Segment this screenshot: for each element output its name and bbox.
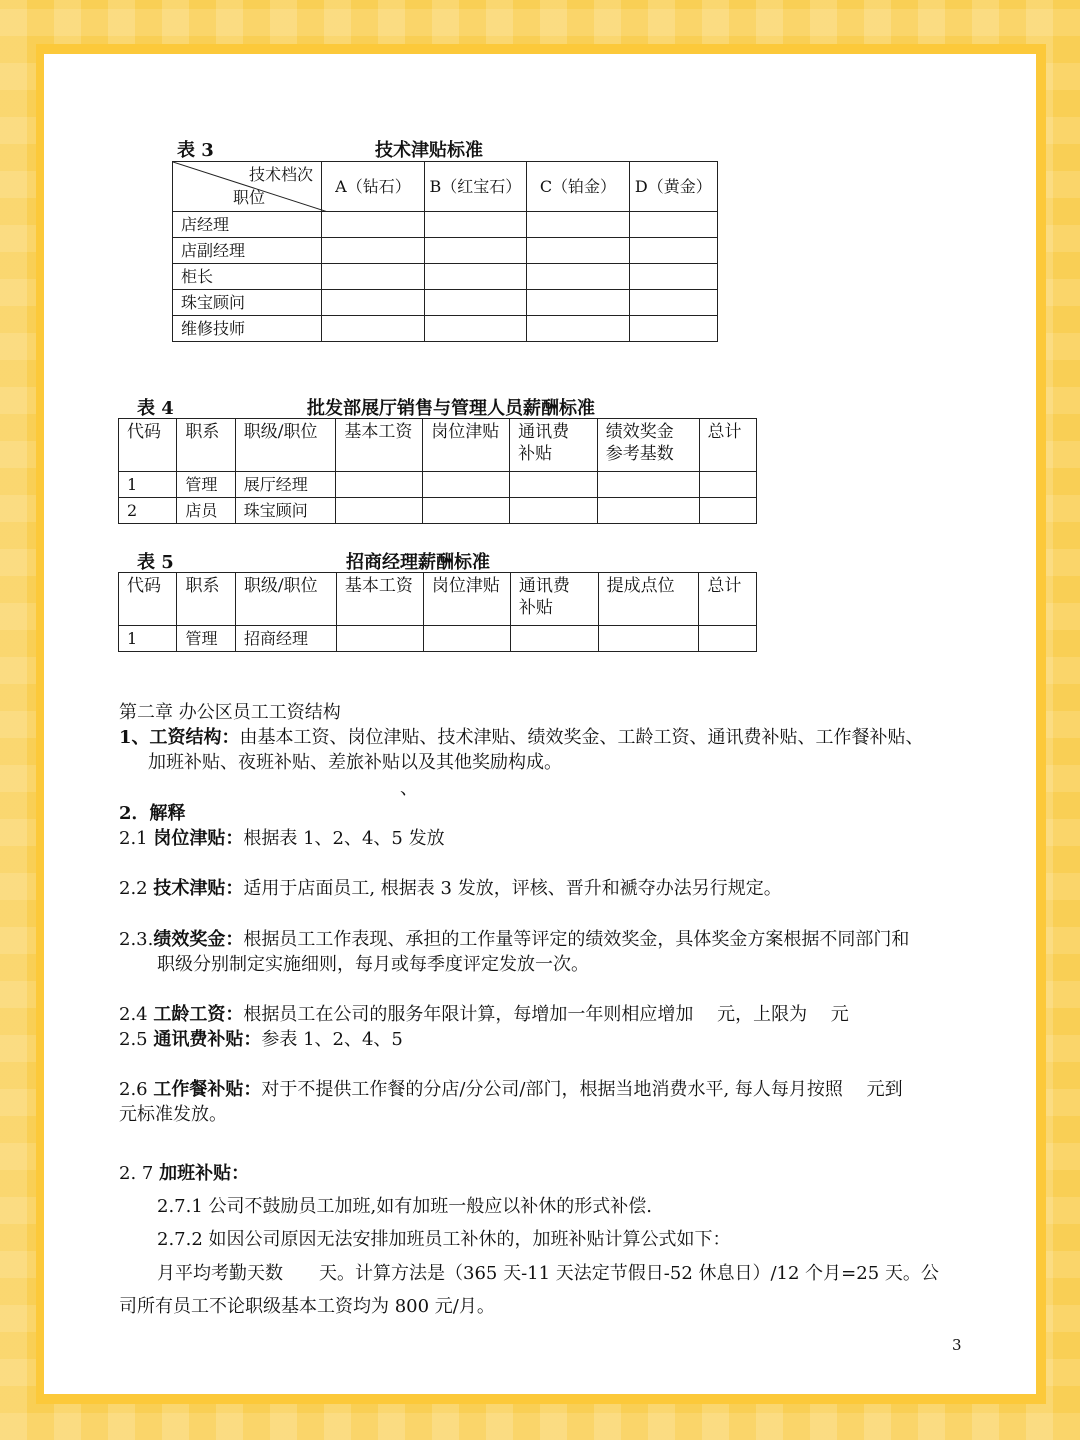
table5-header: 职系 bbox=[177, 573, 235, 626]
table5-header: 总计 bbox=[699, 573, 757, 626]
table4-header: 通讯费补贴 bbox=[510, 419, 598, 472]
table-row bbox=[173, 264, 718, 290]
section-2-7-3-cont: 司所有员工不论职级基本工资均为 800 元/月。 bbox=[119, 1296, 495, 1317]
table3-corner-cell bbox=[173, 162, 322, 212]
section-2-7-1: 2.7.1 公司不鼓励员工加班,如有加班一般应以补休的形式补偿. bbox=[157, 1196, 652, 1217]
paragraph-1: 1、工资结构：由基本工资、岗位津贴、技术津贴、绩效奖金、工龄工资、通讯费补贴、工作餐补贴、 bbox=[119, 727, 924, 748]
corner-bottom-label: 职位 bbox=[233, 188, 266, 207]
table4-header: 职系 bbox=[177, 419, 235, 472]
cell: 2 bbox=[119, 498, 177, 524]
table4-header: 岗位津贴 bbox=[423, 419, 510, 472]
table3-title: 技术津贴标准 bbox=[375, 140, 483, 161]
table4-header: 总计 bbox=[699, 419, 756, 472]
table5 bbox=[118, 572, 757, 652]
table4-header: 绩效奖金参考基数 bbox=[597, 419, 699, 472]
cell: 招商经理 bbox=[235, 626, 336, 652]
table5-header: 职级/职位 bbox=[235, 573, 336, 626]
table5-header: 代码 bbox=[119, 573, 177, 626]
table-row bbox=[173, 290, 718, 316]
section-2-7-2: 2.7.2 如因公司原因无法安排加班员工补休的，加班补贴计算公式如下： bbox=[157, 1229, 731, 1250]
table4-header: 代码 bbox=[119, 419, 177, 472]
row-label: 维修技师 bbox=[173, 316, 322, 342]
table-row bbox=[173, 316, 718, 342]
table3 bbox=[172, 161, 718, 342]
cell: 管理 bbox=[177, 626, 235, 652]
row-label: 柜长 bbox=[173, 264, 322, 290]
cell: 管理 bbox=[177, 472, 235, 498]
section-2-3: 2.3.绩效奖金：根据员工工作表现、承担的工作量等评定的绩效奖金，具体奖金方案根据不同部门和 bbox=[119, 929, 910, 950]
page-number: 3 bbox=[952, 1336, 962, 1354]
section-2-6: 2.6 工作餐补贴：对于不提供工作餐的分店/分公司/部门，根据当地消费水平, 每人每月按照 元到 bbox=[119, 1079, 903, 1100]
cell: 珠宝顾问 bbox=[235, 498, 336, 524]
table-row bbox=[119, 498, 757, 524]
table-row bbox=[173, 238, 718, 264]
table3-col-header: A（钻石） bbox=[322, 162, 425, 212]
document-page bbox=[44, 54, 1036, 1394]
section-2-title: 2．解释 bbox=[119, 803, 186, 824]
table5-title: 招商经理薪酬标准 bbox=[346, 552, 490, 573]
row-label: 店经理 bbox=[173, 212, 322, 238]
section-2-2: 2.2 技术津贴：适用于店面员工, 根据表 3 发放，评核、晋升和褫夺办法另行规定。 bbox=[119, 878, 782, 899]
table5-label: 表 5 bbox=[137, 552, 174, 573]
table-row bbox=[119, 472, 757, 498]
table3-label: 表 3 bbox=[177, 140, 214, 161]
section-2-4: 2.4 工龄工资：根据员工在公司的服务年限计算，每增加一年则相应增加 元，上限为 元 bbox=[119, 1004, 849, 1025]
table3-col-header: B（红宝石） bbox=[424, 162, 527, 212]
table3-col-header: C（铂金） bbox=[527, 162, 630, 212]
table5-header: 基本工资 bbox=[336, 573, 423, 626]
row-label: 珠宝顾问 bbox=[173, 290, 322, 316]
stray-mark: 、 bbox=[400, 778, 418, 799]
table4-title: 批发部展厅销售与管理人员薪酬标准 bbox=[307, 398, 595, 419]
table4-header: 职级/职位 bbox=[235, 419, 336, 472]
chapter-title: 第二章 办公区员工工资结构 bbox=[119, 702, 341, 723]
table-row bbox=[119, 626, 757, 652]
section-2-1: 2.1 岗位津贴：根据表 1、2、4、5 发放 bbox=[119, 828, 445, 849]
section-2-6-cont: 元标准发放。 bbox=[119, 1104, 227, 1125]
cell: 店员 bbox=[177, 498, 235, 524]
table4 bbox=[118, 418, 757, 524]
table4-label: 表 4 bbox=[137, 398, 174, 419]
section-2-5: 2.5 通讯费补贴：参表 1、2、4、5 bbox=[119, 1029, 403, 1050]
cell: 1 bbox=[119, 626, 177, 652]
table5-header: 通讯费补贴 bbox=[510, 573, 598, 626]
section-2-3-cont: 职级分别制定实施细则，每月或每季度评定发放一次。 bbox=[157, 954, 589, 975]
row-label: 店副经理 bbox=[173, 238, 322, 264]
corner-top-label: 技术档次 bbox=[249, 165, 314, 184]
section-2-7: 2. 7 加班补贴： bbox=[119, 1163, 250, 1184]
section-2-7-3: 月平均考勤天数 天。计算方法是（365 天-11 天法定节假日-52 休息日）/12 个月=25 天。公 bbox=[157, 1263, 939, 1284]
table4-header: 基本工资 bbox=[336, 419, 423, 472]
table5-header: 提成点位 bbox=[598, 573, 699, 626]
cell: 1 bbox=[119, 472, 177, 498]
table3-col-header: D（黄金） bbox=[629, 162, 717, 212]
cell: 展厅经理 bbox=[235, 472, 336, 498]
table5-header: 岗位津贴 bbox=[423, 573, 510, 626]
table-row bbox=[173, 212, 718, 238]
paragraph-1-cont: 加班补贴、夜班补贴、差旅补贴以及其他奖励构成。 bbox=[148, 752, 562, 773]
